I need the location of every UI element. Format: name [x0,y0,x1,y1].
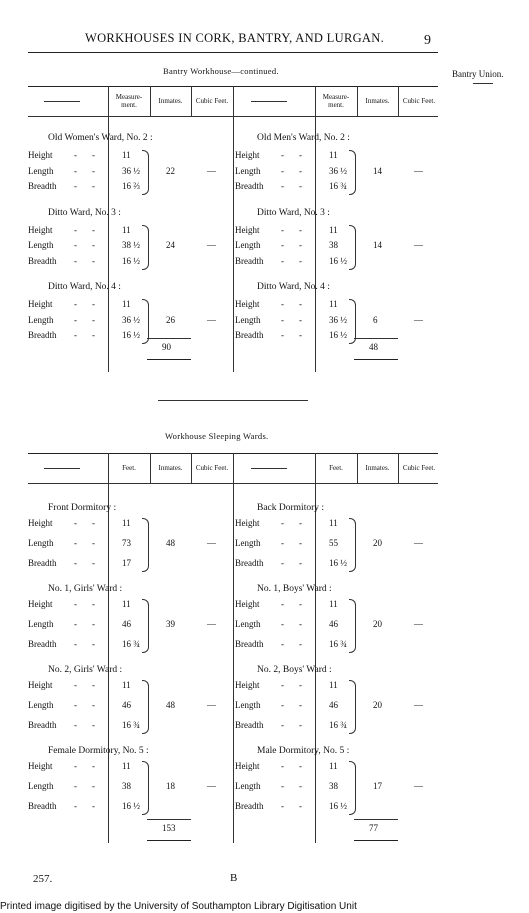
row-dash: - [74,558,77,568]
group-inmates: 24 [166,240,175,250]
row-value: 11 [122,761,131,771]
row-value: 16 ½ [329,558,347,568]
total-double-rule [354,359,398,360]
ward-name: No. 1, Girls' Ward : [48,584,123,594]
row-dash: - [299,700,302,710]
row-label: Height [235,680,260,690]
row-label: Length [235,165,261,176]
ward-name: Old Men's Ward, No. 2 : [257,133,350,143]
row-dash: - [92,801,95,811]
row-dash: - [74,224,77,235]
row-value: 11 [122,299,131,309]
group-brace [142,599,149,653]
row-dash: - [74,700,77,710]
row-label: Height [28,224,53,235]
group-cubic-dash: — [207,314,216,325]
row-dash: - [299,314,302,325]
row-dash: - [299,801,302,811]
row-dash: - [299,181,302,191]
row-dash: - [74,619,77,629]
margin-note: Bantry Union. [452,69,504,79]
row-label: Height [235,150,260,160]
row-dash: - [92,518,95,528]
row-label: Breadth [235,330,264,340]
column-header-measure: Measure- ment. [322,93,350,109]
total-double-rule [354,840,398,841]
column-header-cubic: Cubic Feet. [402,97,436,105]
row-dash: - [281,240,284,250]
row-label: Breadth [28,720,57,730]
row-label: Height [28,599,53,609]
row-value: 17 [122,558,131,568]
row-dash: - [74,240,77,250]
group-inmates: 17 [373,781,382,791]
row-value: 11 [122,224,131,235]
row-label: Height [235,761,260,771]
row-dash: - [281,314,284,325]
row-label: Length [28,700,54,710]
row-value: 16 ½ [329,801,347,811]
row-value: 11 [329,299,338,309]
ward-name: Front Dormitory : [48,503,117,513]
column-header-inmates: Inmates. [365,464,390,472]
group-inmates: 20 [373,538,382,548]
group-cubic-dash: — [414,781,423,791]
row-dash: - [281,224,284,235]
ward-name: Ditto Ward, No. 4 : [48,282,121,292]
row-dash: - [281,599,284,609]
row-label: Breadth [235,255,264,266]
row-label: Height [235,299,260,309]
row-dash: - [92,700,95,710]
row-value: 16 ¾ [122,639,140,649]
row-dash: - [281,680,284,690]
ward-name: No. 2, Boys' Ward : [257,665,332,675]
group-brace [349,599,356,653]
group-cubic-dash: — [207,165,216,176]
row-label: Breadth [28,330,57,340]
row-dash: - [299,680,302,690]
row-dash: - [281,781,284,791]
row-label: Length [235,314,261,325]
group-inmates: 18 [166,781,175,791]
ward-name: Ditto Ward, No. 4 : [257,282,330,292]
row-dash: - [299,255,302,266]
row-dash: - [281,639,284,649]
row-value: 46 [329,619,338,629]
total-inmates: 90 [162,342,171,352]
row-dash: - [74,599,77,609]
row-dash: - [299,240,302,250]
header-dash [44,468,80,469]
row-value: 11 [122,680,131,690]
row-value: 16 ½ [122,801,140,811]
row-value: 16 ¾ [329,720,347,730]
section2-title: Workhouse Sleeping Wards. [165,431,269,441]
row-value: 73 [122,538,131,548]
row-dash: - [281,538,284,548]
group-inmates: 6 [373,314,378,325]
group-brace [142,680,149,734]
row-value: 38 ½ [122,240,140,250]
column-header-cubic: Cubic Feet. [195,464,229,472]
page-header: WORKHOUSES IN CORK, BANTRY, AND LURGAN. [85,31,384,45]
column-rule [233,86,234,372]
column-header-cubic: Cubic Feet. [402,464,436,472]
group-inmates: 22 [166,165,175,176]
row-value: 16 ¾ [329,639,347,649]
row-dash: - [299,558,302,568]
row-label: Breadth [28,801,57,811]
row-dash: - [299,720,302,730]
row-value: 11 [329,224,338,235]
row-dash: - [92,224,95,235]
row-label: Length [28,314,54,325]
header-dash [44,101,80,102]
row-label: Length [28,538,54,548]
group-brace [349,761,356,815]
row-dash: - [281,165,284,176]
row-dash: - [92,599,95,609]
group-cubic-dash: — [207,700,216,710]
row-value: 38 [329,240,338,250]
row-dash: - [92,240,95,250]
total-rule [147,819,191,820]
group-cubic-dash: — [207,619,216,629]
row-dash: - [92,619,95,629]
column-header-measure: Feet. [329,464,343,472]
row-dash: - [74,781,77,791]
row-dash: - [74,680,77,690]
page-number: 9 [424,33,431,48]
group-cubic-dash: — [207,538,216,548]
row-label: Length [28,165,54,176]
row-dash: - [299,518,302,528]
row-value: 16 ½ [122,255,140,266]
total-rule [354,338,398,339]
row-label: Length [235,781,261,791]
group-brace [142,518,149,572]
ward-name: Female Dormitory, No. 5 : [48,746,149,756]
group-cubic-dash: — [414,619,423,629]
row-dash: - [281,518,284,528]
row-dash: - [92,150,95,160]
row-value: 46 [122,619,131,629]
group-cubic-dash: — [414,700,423,710]
row-label: Breadth [28,639,57,649]
header-dash [251,468,287,469]
row-dash: - [74,181,77,191]
row-label: Breadth [28,181,57,191]
row-dash: - [92,299,95,309]
row-dash: - [74,330,77,340]
row-value: 36 ½ [329,165,347,176]
row-label: Length [235,700,261,710]
row-value: 11 [329,761,338,771]
row-dash: - [299,781,302,791]
group-brace [349,518,356,572]
row-label: Breadth [235,639,264,649]
group-cubic-dash: — [207,240,216,250]
row-dash: - [92,781,95,791]
row-value: 11 [122,599,131,609]
row-dash: - [299,619,302,629]
row-value: 11 [329,150,338,160]
row-dash: - [74,518,77,528]
total-double-rule [147,840,191,841]
row-value: 11 [329,680,338,690]
row-value: 16 ½ [122,330,140,340]
column-header-inmates: Inmates. [365,97,390,105]
row-dash: - [92,181,95,191]
total-inmates: 77 [369,823,378,833]
row-dash: - [299,639,302,649]
ward-name: Male Dormitory, No. 5 : [257,746,350,756]
row-dash: - [92,314,95,325]
total-rule [147,338,191,339]
group-brace [349,225,356,270]
row-label: Length [235,538,261,548]
row-dash: - [92,639,95,649]
group-inmates: 14 [373,240,382,250]
row-label: Breadth [28,255,57,266]
ward-name: Ditto Ward, No. 3 : [48,207,121,218]
group-inmates: 48 [166,700,175,710]
row-dash: - [299,599,302,609]
row-value: 38 [122,781,131,791]
signature-mark: 257. [33,873,53,885]
group-brace [349,150,356,195]
row-dash: - [299,299,302,309]
row-label: Height [235,599,260,609]
row-value: 46 [329,700,338,710]
row-dash: - [74,761,77,771]
row-dash: - [74,150,77,160]
row-dash: - [281,558,284,568]
row-dash: - [299,538,302,548]
row-dash: - [299,224,302,235]
row-dash: - [281,330,284,340]
row-dash: - [299,761,302,771]
row-label: Length [28,781,54,791]
row-label: Length [235,619,261,629]
margin-note-rule [473,83,493,84]
column-header-inmates: Inmates. [158,464,183,472]
row-value: 36 ½ [329,314,347,325]
row-label: Length [235,240,261,250]
row-dash: - [74,720,77,730]
row-dash: - [281,801,284,811]
group-brace [142,761,149,815]
row-label: Height [235,518,260,528]
column-header-measure: Feet. [122,464,136,472]
ward-name: No. 1, Boys' Ward : [257,584,332,594]
row-label: Height [235,224,260,235]
row-label: Height [28,518,53,528]
row-value: 16 ⅔ [122,181,140,191]
row-label: Height [28,680,53,690]
row-dash: - [281,299,284,309]
row-label: Height [28,299,53,309]
row-label: Height [28,150,53,160]
group-inmates: 48 [166,538,175,548]
ward-name: Back Dormitory : [257,503,325,513]
row-value: 55 [329,538,338,548]
group-inmates: 20 [373,619,382,629]
group-cubic-dash: — [414,314,423,325]
row-value: 16 ¾ [329,181,347,191]
row-dash: - [74,801,77,811]
column-rule [233,453,234,843]
ward-name: Ditto Ward, No. 3 : [257,207,330,218]
section-divider [158,400,308,401]
row-dash: - [92,165,95,176]
ward-name: No. 2, Girls' Ward : [48,665,123,675]
header-rule [28,52,438,53]
row-dash: - [281,761,284,771]
row-dash: - [74,314,77,325]
row-dash: - [92,538,95,548]
row-dash: - [281,181,284,191]
group-cubic-dash: — [414,240,423,250]
total-inmates: 48 [369,342,378,352]
row-value: 11 [122,518,131,528]
row-value: 11 [122,150,131,160]
row-dash: - [74,538,77,548]
column-rule [108,86,109,372]
row-dash: - [74,165,77,176]
total-inmates: 153 [162,823,176,833]
group-brace [142,150,149,195]
signature-letter: B [230,872,238,884]
group-brace [349,680,356,734]
row-value: 11 [329,599,338,609]
row-dash: - [74,255,77,266]
group-cubic-dash: — [414,165,423,176]
column-header-inmates: Inmates. [158,97,183,105]
row-value: 46 [122,700,131,710]
row-dash: - [92,720,95,730]
row-label: Breadth [235,181,264,191]
row-label: Breadth [235,720,264,730]
row-label: Length [28,240,54,250]
ward-name: Old Women's Ward, No. 2 : [48,133,153,143]
group-inmates: 20 [373,700,382,710]
row-dash: - [74,639,77,649]
row-value: 11 [329,518,338,528]
row-dash: - [92,330,95,340]
row-dash: - [92,255,95,266]
row-label: Breadth [235,801,264,811]
row-label: Height [28,761,53,771]
row-dash: - [281,720,284,730]
row-dash: - [281,700,284,710]
total-double-rule [147,359,191,360]
group-inmates: 14 [373,165,382,176]
row-label: Breadth [235,558,264,568]
row-dash: - [299,330,302,340]
group-inmates: 26 [166,314,175,325]
row-dash: - [299,165,302,176]
column-rule [315,86,316,372]
row-dash: - [281,619,284,629]
row-dash: - [92,680,95,690]
row-value: 16 ½ [329,255,347,266]
header-dash [251,101,287,102]
row-dash: - [281,150,284,160]
group-cubic-dash: — [207,781,216,791]
group-inmates: 39 [166,619,175,629]
row-value: 36 ½ [122,165,140,176]
row-dash: - [281,255,284,266]
total-rule [354,819,398,820]
row-value: 36 ½ [122,314,140,325]
row-dash: - [92,558,95,568]
row-label: Breadth [28,558,57,568]
column-header-measure: Measure- ment. [115,93,143,109]
row-dash: - [74,299,77,309]
row-dash: - [299,150,302,160]
row-value: 16 ½ [329,330,347,340]
group-cubic-dash: — [414,538,423,548]
column-header-cubic: Cubic Feet. [195,97,229,105]
row-value: 16 ¾ [122,720,140,730]
row-value: 38 [329,781,338,791]
section1-title: Bantry Workhouse—continued. [163,66,279,76]
digitisation-footer: Printed image digitised by the University of Southampton Library Digitisation Unit [0,901,357,912]
group-brace [142,225,149,270]
row-label: Length [28,619,54,629]
row-dash: - [92,761,95,771]
